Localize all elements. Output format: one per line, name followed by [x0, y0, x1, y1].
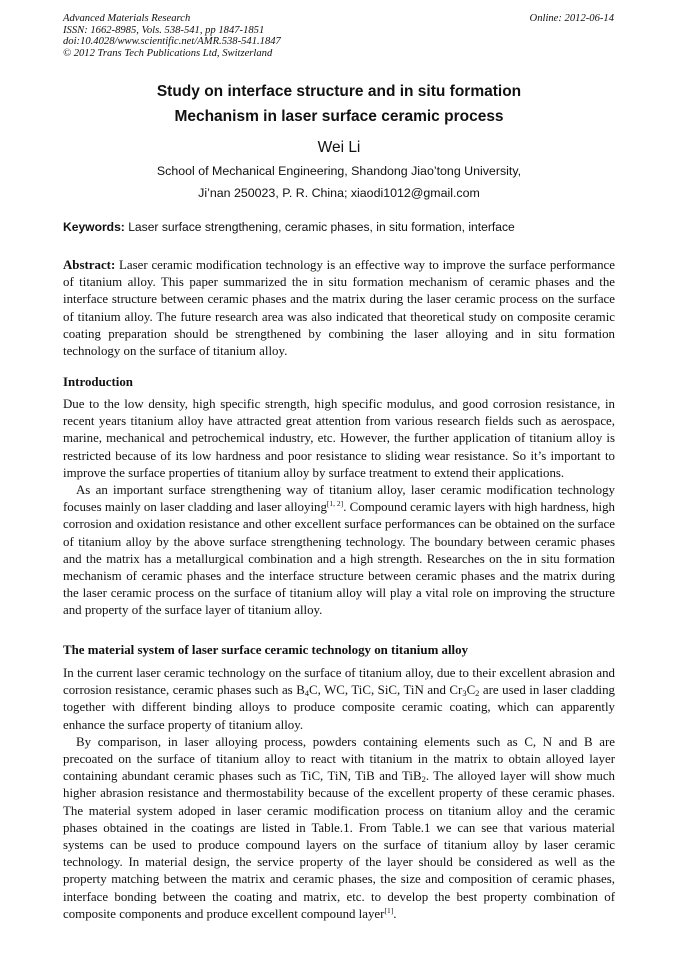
material-paragraph-2: By comparison, in laser alloying process, powders containing elements such as C, N and B are precoated on the surface of titanium alloy to react with titanium in the matrix to obtain alloyed layer containing abundant ceramic phases such as TiC, TiN, TiB and TiB$_2$. The alloyed layer will show much higher abrasion resistance and thermostability because of the excellent property of these ceramic phases. The material system adoped in laser ceramic modification process on titanium alloy and the ceramic phases obtained in the coatings are listed in Table.1. From Table.1 we can see that various material systems can be used to produce compound layers on the surface of titanium alloy by laser ceramic technology. In material design, the service property of the layer should be considered as well as the property matching between the matrix and ceramic phases, the size and composition of ceramic phases, interface bonding between the coating and matrix, etc. to develop the best property combination of composite components and produce excellent compound layer[1]. [63, 734, 615, 921]
online-date: Online: 2012-06-14 [529, 13, 614, 24]
journal-name: Advanced Materials Research [63, 13, 191, 24]
intro-paragraph-1: Due to the low density, high specific strength, high specific modulus, and good corrosion resistance, in recent years titanium alloy have attracted great attention from various research fields such as aerospace, marine, mechanical and petrochemical industry, etc. However, the further application of titanium alloy is restricted because of its low hardness and poor resistance to sliding wear resistance. So it’s important to improve the surface properties of titanium alloy by surface treatment to extend their applications. [63, 397, 615, 480]
citation-ref: [1] [384, 905, 394, 915]
affiliation-line-2: Ji’nan 250023, P. R. China; xiaodi1012@gmail.com [198, 186, 480, 200]
material-paragraph-1: In the current laser ceramic technology on the surface of titanium alloy, due to their excellent abrasion and corrosion resistance, ceramic phases such as $B_4C$, WC, TiC, SiC, TiN and $Cr_3C_2$ are used in laser cladding together with different binding alloys to produce composite ceramic coating, which can apparently enhance the surface property of titanium alloy. [63, 666, 615, 732]
abstract [63, 257, 615, 360]
affiliation-line-1: School of Mechanical Engineering, Shandong Jiao’tong University, [156, 164, 522, 178]
paper-title-line-2: Mechanism in laser surface ceramic process [174, 108, 504, 125]
keywords-label: Keywords: [63, 220, 125, 234]
doi-line: doi:10.4028/www.scientific.net/AMR.538-541.1847 [63, 36, 281, 47]
citation-ref: [1, 2] [326, 499, 344, 509]
intro-paragraph-2: As an important surface strengthening way of titanium alloy, laser ceramic modification technology focuses mainly on laser cladding and laser alloying[1, 2]. Compound ceramic layers with high hardness, high corrosion and oxidation resistance and other excellent surface performances can be obtained on the surface of titanium alloy by the above surface strengthening technology. The boundary between ceramic phases and the matrix has a metallurgical combination and a high strength. Researches on the in situ formation mechanism of ceramic phases and the interface structure between ceramic phases and the matrix during the laser ceramic process on the surface of titanium alloy will play a vital role on improving the structure and property of the surface layer of titanium alloy. [63, 483, 615, 618]
journal-header [63, 13, 281, 59]
paper-title-line-1: Study on interface structure and in situ formation [156, 83, 522, 100]
abstract-text: Laser ceramic modification technology is an effective way to improve the surface performance of titanium alloy. This paper summarized the in situ formation mechanism of ceramic phases and the interface structure between ceramic phases and the matrix during the laser ceramic process on the surface of titanium alloy. The future research area was also indicated that theoretical study on composite ceramic coating preparation should be strengthened by combining the laser alloying and in situ formation technology on the surface of titanium alloy. [63, 258, 615, 359]
material-system-heading: The material system of laser surface ceramic technology on titanium alloy [63, 643, 469, 657]
issn-line: ISSN: 1662-8985, Vols. 538-541, pp 1847-1851 [63, 24, 265, 36]
introduction-heading: Introduction [63, 375, 133, 389]
introduction-body [63, 396, 615, 620]
abstract-label: Abstract: [63, 258, 116, 272]
copyright-line: © 2012 Trans Tech Publications Ltd, Switzerland [63, 47, 273, 59]
author-name: Wei Li [317, 139, 361, 156]
keywords [63, 220, 515, 234]
material-system-body [63, 665, 615, 923]
keywords-text: Laser surface strengthening, ceramic phases, in situ formation, interface [128, 220, 515, 234]
